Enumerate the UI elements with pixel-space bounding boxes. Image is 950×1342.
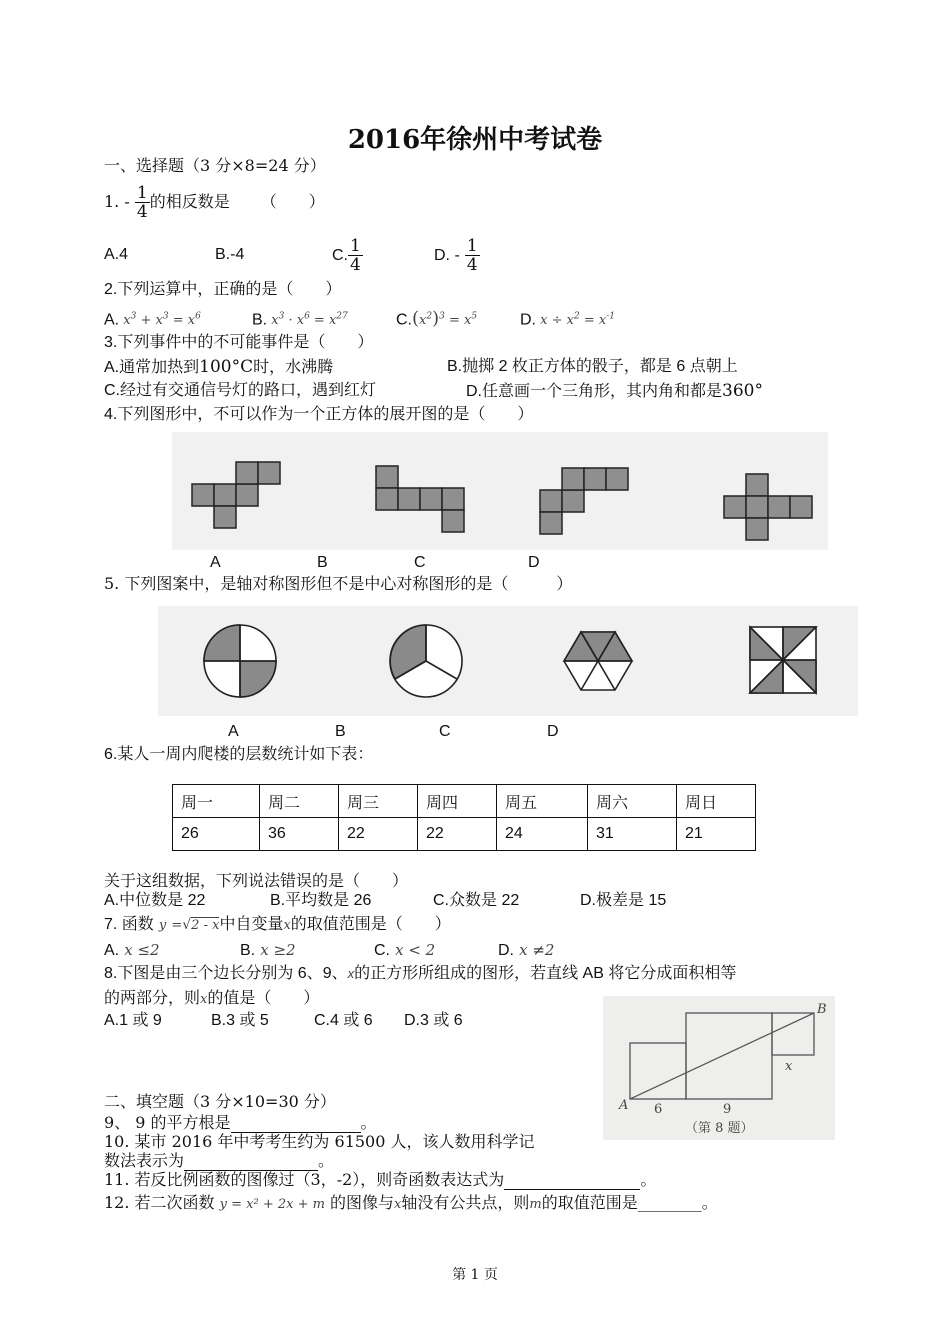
q5-label-c: C: [439, 723, 451, 740]
q11-end: 。: [640, 1170, 657, 1189]
question-3: 3.下列事件中的不可能事件是（ ）: [104, 334, 374, 351]
q1-c-den: 4: [350, 255, 361, 275]
fig-label-6: 6: [654, 1102, 663, 1117]
question-1: [104, 180, 325, 224]
question-8: [104, 964, 736, 984]
q7-stem: 7. 函数: [104, 916, 154, 933]
q4-figure: [172, 432, 828, 550]
q3-option-d: [466, 381, 763, 402]
q6-option-b: B.平均数是 26: [270, 892, 372, 909]
q2-option-a: A. $x^3 + x^3 = x^6$: [104, 311, 201, 329]
q2-d-label: D.: [520, 311, 536, 329]
q3-option-a: [104, 357, 333, 378]
q8-figure: [603, 996, 835, 1140]
q1-prefix: 1.: [104, 192, 120, 211]
q5-label-a: A: [228, 723, 239, 740]
q7-stem3: 的取值范围是（ ）: [290, 914, 451, 933]
q3-option-c: C.经过有交通信号灯的路口，遇到红灯: [104, 382, 377, 399]
question-7: 7. 函数 y =√2 - x中自变量x的取值范围是（ ）: [104, 914, 451, 933]
q2-b-label: B.: [252, 311, 268, 329]
q1-d-den: 4: [466, 255, 478, 275]
q1-option-b: B.-4: [215, 246, 245, 263]
q2-option-c: $C.(x^2)^3 = x^5$: [396, 308, 478, 330]
section-2-heading: 二、填空题（3 分×10=30 分）: [104, 1092, 336, 1111]
q9-end: 。: [360, 1113, 377, 1132]
q7-d-math: x ≠2: [519, 941, 555, 959]
q5-label-b: B: [335, 723, 346, 740]
q10-text: 数法表示为: [104, 1151, 185, 1170]
q7-y: y: [158, 918, 167, 933]
question-6: 6.某人一周内爬楼的层数统计如下表：: [104, 746, 374, 763]
symmetry-patterns-figure: [158, 606, 858, 716]
q5-label-d: D: [547, 723, 559, 740]
q6-option-a: A.中位数是 22: [104, 892, 206, 909]
table-cell: 22: [339, 818, 418, 851]
q9-text: 9、 9 的平方根是: [104, 1113, 231, 1132]
table-cell: 26: [173, 818, 260, 851]
q8-stem1: 8.下图是由三个边长分别为 6、9、: [104, 965, 348, 982]
q7-option-b: [240, 940, 296, 961]
q7-a-math: x ≤2: [124, 941, 160, 959]
q11-text: 11. 若反比例函数的图像过（3，-2），则奇函数表达式为: [104, 1170, 505, 1189]
q3-a-value: 100°C: [199, 357, 254, 377]
q8-option-c: C.4 或 6: [314, 1012, 373, 1029]
table-header-row: [173, 785, 756, 818]
q4-label-a: A: [210, 554, 221, 571]
q10-end: 。: [318, 1151, 335, 1170]
q7-stem2: 中自变量: [219, 914, 284, 933]
q7-b-math: x ≥2: [260, 941, 296, 959]
q4-label-b: B: [317, 554, 328, 571]
q1-option-a: A.4: [104, 246, 129, 263]
page-footer: 第 1 页: [452, 1267, 498, 1283]
fig-label-a: A: [619, 1098, 629, 1113]
q6-option-d: D.极差是 15: [580, 892, 667, 909]
question-12: [104, 1193, 718, 1215]
q1-option-d: [434, 233, 480, 278]
q8-stem4: 的值是（ ）: [207, 988, 320, 1007]
page-title: 2016年徐州中考试卷: [347, 125, 603, 155]
table-cell: 21: [677, 818, 756, 851]
q1-paren: （ ）: [260, 192, 325, 211]
question-4: 4.下列图形中，不可以作为一个正方体的展开图的是（ ）: [104, 406, 534, 423]
question-10: 10. 某市 2016 年中考考生约为 61500 人，该人数用科学记: [104, 1132, 535, 1151]
table-header-cell: 周二: [260, 785, 339, 818]
fig-label-9: 9: [723, 1102, 732, 1117]
q7-option-a: [104, 940, 160, 961]
q9-blank[interactable]: [231, 1116, 361, 1133]
q8-stem3: 的两部分，则: [104, 988, 201, 1007]
q10-blank[interactable]: [184, 1154, 318, 1171]
q3-option-b: B.抛掷 2 枚正方体的骰子，都是 6 点朝上: [447, 358, 738, 375]
q1-d-num: 1: [466, 236, 478, 256]
q2-option-d: D. $x \div x^2 = x^{-1}$: [520, 311, 615, 329]
q1-fraction: [135, 184, 150, 221]
table-header-cell: 周日: [677, 785, 756, 818]
q7-eq: =: [171, 918, 183, 933]
q8-option-a: A.1 或 9: [104, 1012, 162, 1029]
q5-figure: [158, 606, 858, 716]
q8-stem2: 的正方形所组成的图形，若直线 AB 将它分成面积相等: [354, 965, 737, 982]
q12-text2: 的图像与: [330, 1193, 395, 1212]
q2-a-label: A.: [104, 311, 120, 329]
table-header-cell: 周五: [497, 785, 588, 818]
q1-c-num: 1: [350, 236, 361, 256]
table-header-cell: 周一: [173, 785, 260, 818]
cube-nets-figure: [172, 432, 828, 550]
q8-option-b: B.3 或 5: [211, 1012, 269, 1029]
q7-b-label: B.: [240, 942, 256, 959]
q3-d-text: D.任意画一个三角形，其内角和都是: [466, 383, 723, 400]
q4-label-d: D: [528, 554, 540, 571]
q1-d-fraction: [465, 237, 480, 274]
q7-d-label: D.: [498, 942, 514, 959]
section-1-heading: 一、选择题（3 分×8=24 分）: [104, 156, 326, 175]
q12-text4: 的取值范围是________。: [541, 1193, 718, 1212]
fig-label-b: B: [817, 1002, 827, 1017]
stairs-table: [172, 784, 756, 851]
q3-d-value: 360°: [722, 381, 763, 401]
table-cell: 22: [418, 818, 497, 851]
q1-neg: -: [124, 192, 130, 211]
q1-d-label: D. -: [434, 247, 460, 264]
table-header-cell: 周六: [588, 785, 677, 818]
q1-c-fraction: [348, 237, 363, 274]
q8-var-2: x: [200, 992, 208, 1007]
q6-option-c: C.众数是 22: [433, 892, 520, 909]
question-9: [104, 1113, 377, 1133]
question-5: 5. 下列图案中，是轴对称图形但不是中心对称图形的是（ ）: [104, 574, 573, 593]
fig-label-x: x: [785, 1059, 793, 1074]
question-10-line2: [104, 1151, 334, 1171]
q12-text: 12. 若二次函数: [104, 1193, 215, 1212]
fig-caption: （第 8 题）: [685, 1121, 754, 1136]
q1-den: 4: [136, 202, 148, 222]
q2-option-b: B. $x^3 \cdot x^6 = x^{27}$: [252, 311, 348, 329]
q8-option-d: D.3 或 6: [404, 1012, 463, 1029]
q11-blank[interactable]: [504, 1173, 640, 1190]
question-2: 2.下列运算中，正确的是（ ）: [104, 281, 342, 298]
table-header-cell: 周四: [418, 785, 497, 818]
q7-radicand: 2 - x: [191, 918, 220, 933]
table-cell: 24: [497, 818, 588, 851]
squares-figure: [603, 996, 835, 1140]
q7-option-d: [498, 940, 554, 961]
q3-a-text2: 时，水沸腾: [253, 357, 334, 376]
table-cell: 36: [260, 818, 339, 851]
q12-x: x: [394, 1197, 402, 1212]
q2-c-label: C.: [396, 311, 412, 329]
q1-num: 1: [136, 183, 148, 203]
q8-var: x: [347, 966, 355, 981]
q7-c-label: C.: [374, 942, 390, 959]
q12-expression: y = x² + 2x + m: [219, 1197, 325, 1212]
q4-label-c: C: [414, 554, 426, 571]
table-cell: 31: [588, 818, 677, 851]
q1-stem: 的相反数是: [149, 192, 230, 211]
q12-m: m: [529, 1197, 542, 1212]
q1-option-c: [332, 233, 363, 278]
q7-c-math: x < 2: [395, 941, 436, 959]
q7-option-c: [374, 940, 435, 961]
question-11: [104, 1170, 656, 1190]
q6-question: 关于这组数据，下列说法错误的是（ ）: [104, 871, 409, 890]
q7-a-label: A.: [104, 942, 120, 959]
q3-a-text: A.通常加热到: [104, 359, 200, 376]
q1-c-label: C.: [332, 247, 348, 264]
table-row: [173, 818, 756, 851]
question-8-line2: [104, 988, 319, 1010]
table-header-cell: 周三: [339, 785, 418, 818]
q7-var: x: [283, 918, 291, 933]
q12-text3: 轴没有公共点，则: [401, 1193, 530, 1212]
